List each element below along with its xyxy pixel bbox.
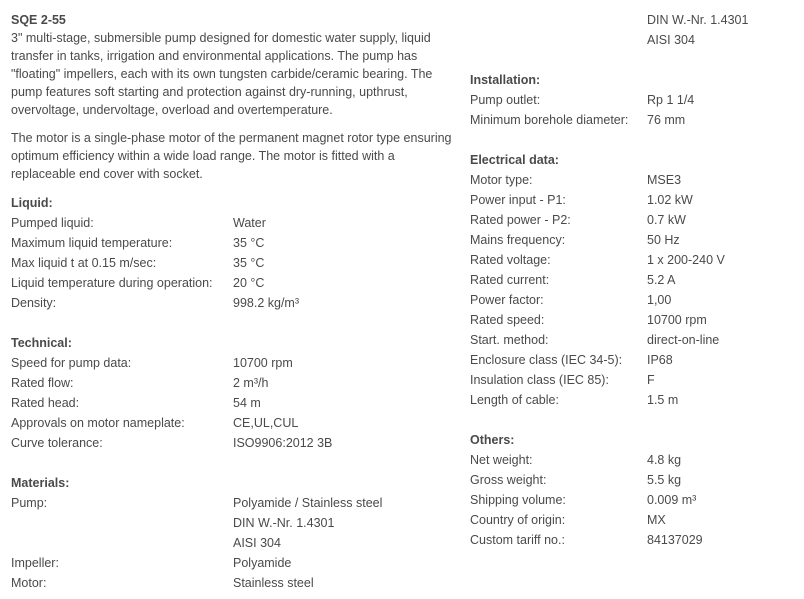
spec-value: DIN W.-Nr. 1.4301 bbox=[233, 516, 335, 530]
spec-row bbox=[470, 370, 800, 390]
spec-label: Length of cable: bbox=[470, 393, 559, 407]
spec-row bbox=[11, 553, 456, 573]
materials-section bbox=[11, 493, 456, 593]
spec-label: Liquid temperature during operation: bbox=[11, 276, 213, 290]
spec-row bbox=[470, 230, 800, 250]
spec-label: Power input - P1: bbox=[470, 193, 566, 207]
spec-row bbox=[11, 513, 456, 533]
spec-label: Insulation class (IEC 85): bbox=[470, 373, 609, 387]
spec-row bbox=[11, 293, 456, 313]
spec-label bbox=[11, 513, 233, 533]
spec-value: 10700 rpm bbox=[233, 356, 293, 370]
spec-value: 84137029 bbox=[647, 533, 703, 547]
spec-value: 2 m³/h bbox=[233, 376, 269, 390]
spec-label: Density: bbox=[11, 296, 57, 310]
spec-label: Rated voltage: bbox=[470, 253, 551, 267]
spec-row bbox=[470, 170, 800, 190]
spec-label: Max liquid t at 0.15 m/sec: bbox=[11, 256, 157, 270]
spec-label: Country of origin: bbox=[470, 513, 566, 527]
spec-value: MSE3 bbox=[647, 173, 682, 187]
spec-label: Impeller: bbox=[11, 556, 59, 570]
spec-value: DIN W.-Nr. 1.4301 bbox=[647, 13, 749, 27]
spec-value: ISO9906:2012 3B bbox=[233, 436, 333, 450]
spec-label: Motor type: bbox=[470, 173, 533, 187]
spec-value: 1,00 bbox=[647, 293, 672, 307]
spec-row bbox=[11, 433, 456, 453]
spec-label: Rated speed: bbox=[470, 313, 545, 327]
spec-label: Enclosure class (IEC 34-5): bbox=[470, 353, 623, 367]
spec-row bbox=[11, 233, 456, 253]
spec-label: Pump: bbox=[11, 496, 48, 510]
spec-value: 0.009 m³ bbox=[647, 493, 697, 507]
spec-value: MX bbox=[647, 513, 666, 527]
spec-label: Minimum borehole diameter: bbox=[470, 113, 629, 127]
spec-label: Custom tariff no.: bbox=[470, 533, 565, 547]
spec-value: 1.5 m bbox=[647, 393, 679, 407]
spec-row bbox=[470, 390, 800, 410]
spec-label: Power factor: bbox=[470, 293, 544, 307]
right-column bbox=[470, 0, 800, 550]
spec-row bbox=[470, 10, 800, 30]
spec-value: AISI 304 bbox=[647, 33, 695, 47]
spec-label: Gross weight: bbox=[470, 473, 547, 487]
left-column bbox=[11, 0, 456, 593]
spec-value: Polyamide bbox=[233, 556, 292, 570]
spec-label: Curve tolerance: bbox=[11, 436, 103, 450]
installation-heading: Installation: bbox=[470, 73, 541, 87]
spec-label: Approvals on motor nameplate: bbox=[11, 416, 185, 430]
spec-row bbox=[11, 393, 456, 413]
spec-label bbox=[470, 10, 647, 30]
spec-value: 50 Hz bbox=[647, 233, 680, 247]
spec-value: 1 x 200-240 V bbox=[647, 253, 725, 267]
liquid-heading: Liquid: bbox=[11, 196, 53, 210]
spec-label bbox=[470, 30, 647, 50]
spec-label: Maximum liquid temperature: bbox=[11, 236, 173, 250]
spec-label: Rated head: bbox=[11, 396, 80, 410]
installation-section bbox=[470, 90, 800, 130]
spec-label: Mains frequency: bbox=[470, 233, 566, 247]
spec-label: Net weight: bbox=[470, 453, 533, 467]
spec-value: Stainless steel bbox=[233, 576, 314, 590]
spec-value: 10700 rpm bbox=[647, 313, 707, 327]
product-title: SQE 2-55 bbox=[11, 13, 66, 27]
spec-label: Speed for pump data: bbox=[11, 356, 132, 370]
spec-label: Pump outlet: bbox=[470, 93, 541, 107]
spec-value: 76 mm bbox=[647, 113, 686, 127]
spec-value: Water bbox=[233, 216, 266, 230]
spec-row bbox=[11, 493, 456, 513]
spec-value: 4.8 kg bbox=[647, 453, 682, 467]
spec-value: 35 °C bbox=[233, 236, 265, 250]
spec-label: Rated power - P2: bbox=[470, 213, 571, 227]
spec-row bbox=[11, 533, 456, 553]
spec-value: 5.2 A bbox=[647, 273, 676, 287]
others-heading: Others: bbox=[470, 433, 515, 447]
spec-row bbox=[470, 270, 800, 290]
spec-row bbox=[470, 30, 800, 50]
technical-section bbox=[11, 353, 456, 453]
spec-value: 5.5 kg bbox=[647, 473, 682, 487]
spec-row bbox=[470, 450, 800, 470]
spec-value: 54 m bbox=[233, 396, 261, 410]
electrical-heading: Electrical data: bbox=[470, 153, 559, 167]
spec-row bbox=[470, 330, 800, 350]
spec-label: Shipping volume: bbox=[470, 493, 566, 507]
spec-label: Motor: bbox=[11, 576, 47, 590]
spec-row bbox=[11, 413, 456, 433]
spec-label: Start. method: bbox=[470, 333, 549, 347]
spec-value: 998.2 kg/m³ bbox=[233, 296, 300, 310]
spec-label: Rated current: bbox=[470, 273, 550, 287]
spec-row bbox=[470, 510, 800, 530]
materials-continued bbox=[470, 10, 800, 50]
spec-row bbox=[470, 470, 800, 490]
spec-value: Rp 1 1/4 bbox=[647, 93, 695, 107]
spec-row bbox=[11, 373, 456, 393]
technical-heading: Technical: bbox=[11, 336, 72, 350]
spec-row bbox=[470, 350, 800, 370]
spec-row bbox=[11, 353, 456, 373]
spec-row bbox=[470, 90, 800, 110]
liquid-section bbox=[11, 213, 456, 313]
spec-row bbox=[470, 490, 800, 510]
spec-row bbox=[470, 110, 800, 130]
spec-value: 0.7 kW bbox=[647, 213, 686, 227]
spec-row bbox=[470, 250, 800, 270]
spec-row bbox=[470, 310, 800, 330]
spec-label: Rated flow: bbox=[11, 376, 74, 390]
motor-description: The motor is a single-phase motor of the permanent magnet rotor type ensuring optimum efficiency within a wide load range. The motor is fitted with a replaceable end cover with socket. bbox=[11, 131, 452, 181]
product-description: 3" multi-stage, submersible pump designed for domestic water supply, liquid transfer in tanks, irrigation and environmental applications. The pump has "floating" impellers, each with its own tungsten carbide/ceramic bearing. The pump features soft starting and protection against dry-running, upthrust, overvoltage, undervoltage, overload and overtemperature. bbox=[11, 31, 433, 117]
spec-row bbox=[11, 253, 456, 273]
spec-row bbox=[11, 273, 456, 293]
spec-value: CE,UL,CUL bbox=[233, 416, 299, 430]
spec-row bbox=[470, 190, 800, 210]
spec-row bbox=[11, 213, 456, 233]
spec-value: 1.02 kW bbox=[647, 193, 693, 207]
spec-value: Polyamide / Stainless steel bbox=[233, 496, 383, 510]
others-section bbox=[470, 450, 800, 550]
spec-row bbox=[470, 290, 800, 310]
spec-value: direct-on-line bbox=[647, 333, 720, 347]
spec-value: IP68 bbox=[647, 353, 673, 367]
electrical-section bbox=[470, 170, 800, 410]
spec-row bbox=[11, 573, 456, 593]
spec-label: Pumped liquid: bbox=[11, 216, 94, 230]
spec-row bbox=[470, 210, 800, 230]
spec-row bbox=[470, 530, 800, 550]
spec-value: 35 °C bbox=[233, 256, 265, 270]
materials-heading: Materials: bbox=[11, 476, 70, 490]
spec-label bbox=[11, 533, 233, 553]
spec-value: AISI 304 bbox=[233, 536, 281, 550]
spec-value: F bbox=[647, 373, 655, 387]
spec-value: 20 °C bbox=[233, 276, 265, 290]
